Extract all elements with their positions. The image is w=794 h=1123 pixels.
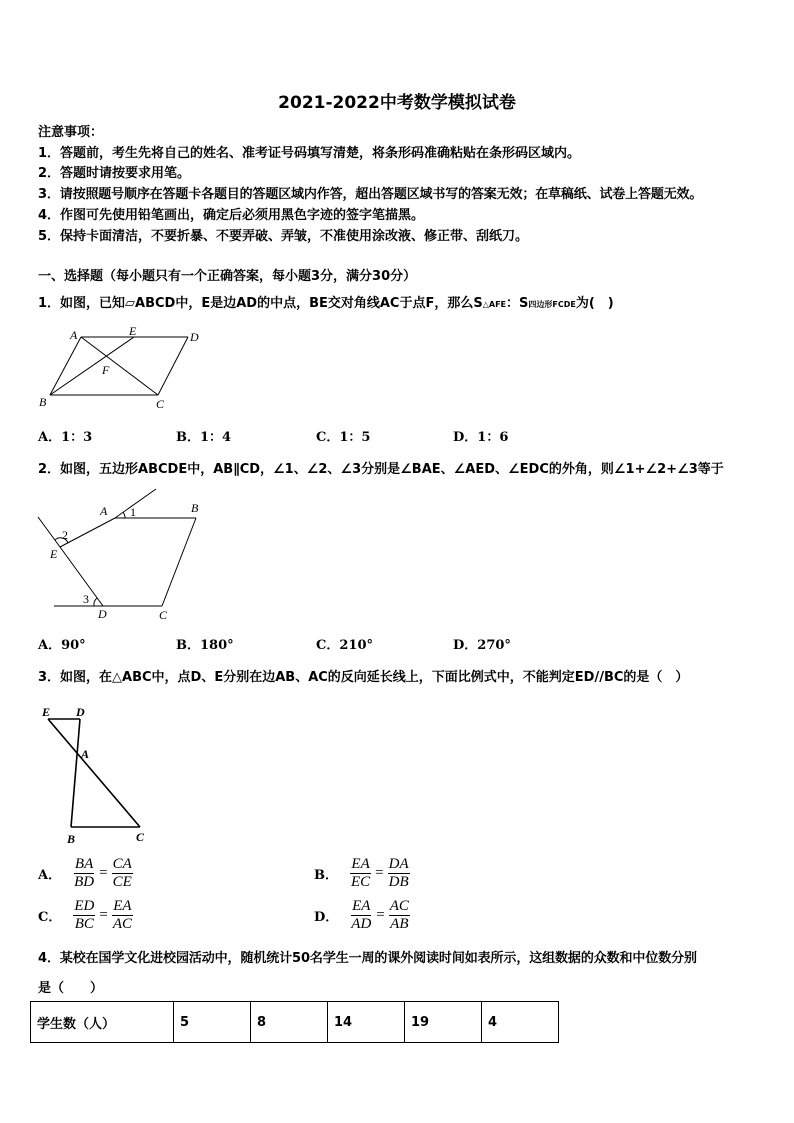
q1-stem <box>38 292 614 311</box>
notice-heading: 注意事项： <box>38 125 104 140</box>
q2-side-bc <box>162 518 196 606</box>
q3-c-denominator-2: AC <box>112 916 132 932</box>
q3-b-equals: = <box>375 865 384 881</box>
q2-label-d: D <box>98 607 107 621</box>
q2-option-c[interactable]: C．210° <box>316 638 373 653</box>
q1-option-c[interactable]: C．1：5 <box>316 430 371 445</box>
q3-a-equals: = <box>99 865 108 881</box>
q3-b-numerator-1: EA <box>351 856 370 872</box>
q3-option-d-letter: D． <box>314 910 339 925</box>
q3-option-d[interactable] <box>314 898 412 933</box>
q1-sub-afe: △AFE <box>482 300 506 309</box>
q1-label-b: B <box>39 395 47 409</box>
table-cell: 8 <box>251 1002 328 1043</box>
q3-a-denominator-1: BD <box>74 874 95 890</box>
q3-c-numerator-2: EA <box>113 898 132 914</box>
q3-d-denominator-2: AB <box>390 916 409 932</box>
q1-side-dc <box>158 337 188 395</box>
notice-item-5: 5．保持卡面清洁，不要折暴、不要弄破、弄皱，不准使用涂改液、修正带、刮纸刀。 <box>38 229 529 244</box>
q2-option-b[interactable]: B．180° <box>176 638 234 653</box>
q1-parallelogram-figure <box>30 322 210 414</box>
q3-b-denominator-1: EC <box>351 874 371 890</box>
q2-arc-1 <box>123 512 125 518</box>
q3-option-b-letter: B． <box>314 868 338 883</box>
q1-option-b[interactable]: B．1：4 <box>176 430 232 445</box>
q2-stem: 2．如图，五边形ABCDE中，AB∥CD，∠1、∠2、∠3分别是∠BAE、∠AED、∠EDC的外角，则∠1+∠2+∠3等于 <box>38 462 724 477</box>
q3-stem: 3．如图，在△ABC中，点D、E分别在边AB、AC的反向延长线上，下面比例式中，不能判定ED//BC的是（ ） <box>38 670 689 685</box>
q3-label-d: D <box>76 705 85 719</box>
q3-c-denominator-1: BC <box>74 916 94 932</box>
q3-a-numerator-2: CA <box>112 856 132 872</box>
q4-stem-line1: 4．某校在国学文化进校园活动中，随机统计50名学生一周的课外阅读时间如表所示，这组数据的众数和中位数分别 <box>38 951 697 966</box>
q2-label-angle2: 2 <box>62 528 68 542</box>
q3-b-numerator-2: DA <box>388 856 409 872</box>
q3-b-denominator-2: DB <box>388 874 409 890</box>
q1-option-d[interactable]: D．1：6 <box>453 430 509 445</box>
q4-data-table <box>30 1001 559 1043</box>
table-cell: 5 <box>174 1002 251 1043</box>
q3-label-b: B <box>67 832 76 846</box>
q3-d-numerator-2: AC <box>389 898 409 914</box>
table-cell: 4 <box>482 1002 559 1043</box>
table-row <box>31 1002 559 1043</box>
q1-label-a: A <box>70 328 78 342</box>
q4-stem-line2: 是（ ） <box>38 981 104 996</box>
q3-d-equals: = <box>376 907 385 923</box>
q3-c-equals: = <box>99 907 108 923</box>
q3-c-numerator-1: ED <box>74 898 95 914</box>
notice-item-2: 2．答题时请按要求用笔。 <box>38 166 191 181</box>
q1-label-f: F <box>102 363 110 377</box>
q2-pentagon-figure <box>30 484 220 624</box>
table-cell: 14 <box>328 1002 405 1043</box>
page-title: 2021-2022中考数学模拟试卷 <box>278 93 516 113</box>
q1-side-ab <box>50 337 81 395</box>
q2-label-a: A <box>100 504 108 518</box>
q2-label-angle1: 1 <box>130 505 136 519</box>
q3-line-db <box>71 719 80 827</box>
notice-item-3: 3．请按照题号顺序在答题卡各题目的答题区域内作答，超出答题区域书写的答案无效；在草稿纸、试卷上答题无效。 <box>38 187 703 202</box>
q2-side-de <box>60 547 103 606</box>
q3-option-b[interactable] <box>314 856 412 891</box>
table-cell-header: 学生数（人） <box>31 1002 174 1043</box>
table-cell: 19 <box>405 1002 482 1043</box>
q1-sub-fcde: 四边形FCDE <box>528 300 576 309</box>
section-heading: 一、选择题（每小题只有一个正确答案，每小题3分，满分30分） <box>38 269 417 284</box>
q1-option-a[interactable]: A．1：3 <box>38 430 93 445</box>
q3-line-ec <box>48 719 140 827</box>
q3-a-numerator-1: BA <box>74 856 94 872</box>
notice-item-1: 1．答题前，考生先将自己的姓名、准考证号码填写清楚，将条形码准确粘贴在条形码区域内。 <box>38 146 581 161</box>
q3-d-denominator-1: AD <box>351 916 372 932</box>
q3-option-a[interactable] <box>38 856 135 891</box>
q3-label-a: A <box>81 747 90 761</box>
q3-triangle-figure <box>30 700 160 848</box>
q2-option-a[interactable]: A．90° <box>38 638 86 653</box>
q1-label-d: D <box>190 330 199 344</box>
q3-d-numerator-1: EA <box>352 898 371 914</box>
q2-extension-de <box>38 517 60 547</box>
q1-stem-tail: 为( ) <box>575 296 614 311</box>
q3-option-c[interactable] <box>38 898 135 933</box>
q3-option-a-letter: A． <box>38 868 62 883</box>
q1-stem-text: 1．如图，已知▱ABCD中，E是边AD的中点，BE交对角线AC于点F，那么S <box>38 296 483 311</box>
q2-label-e: E <box>50 547 58 561</box>
q2-label-angle3: 3 <box>83 592 89 606</box>
q2-label-b: B <box>191 501 199 515</box>
q3-label-c: C <box>136 830 145 844</box>
q1-stem-mid: ：S <box>506 296 529 311</box>
q3-option-c-letter: C． <box>38 910 62 925</box>
q3-label-e: E <box>42 705 51 719</box>
q1-label-c: C <box>156 397 165 411</box>
q2-arc-3 <box>94 598 97 606</box>
q2-label-c: C <box>159 608 168 622</box>
q1-label-e: E <box>129 324 137 338</box>
q2-option-d[interactable]: D．270° <box>453 638 511 653</box>
notice-item-4: 4．作图可先使用铅笔画出，确定后必须用黑色字迹的签字笔描黑。 <box>38 208 425 223</box>
q3-a-denominator-2: CE <box>112 874 132 890</box>
